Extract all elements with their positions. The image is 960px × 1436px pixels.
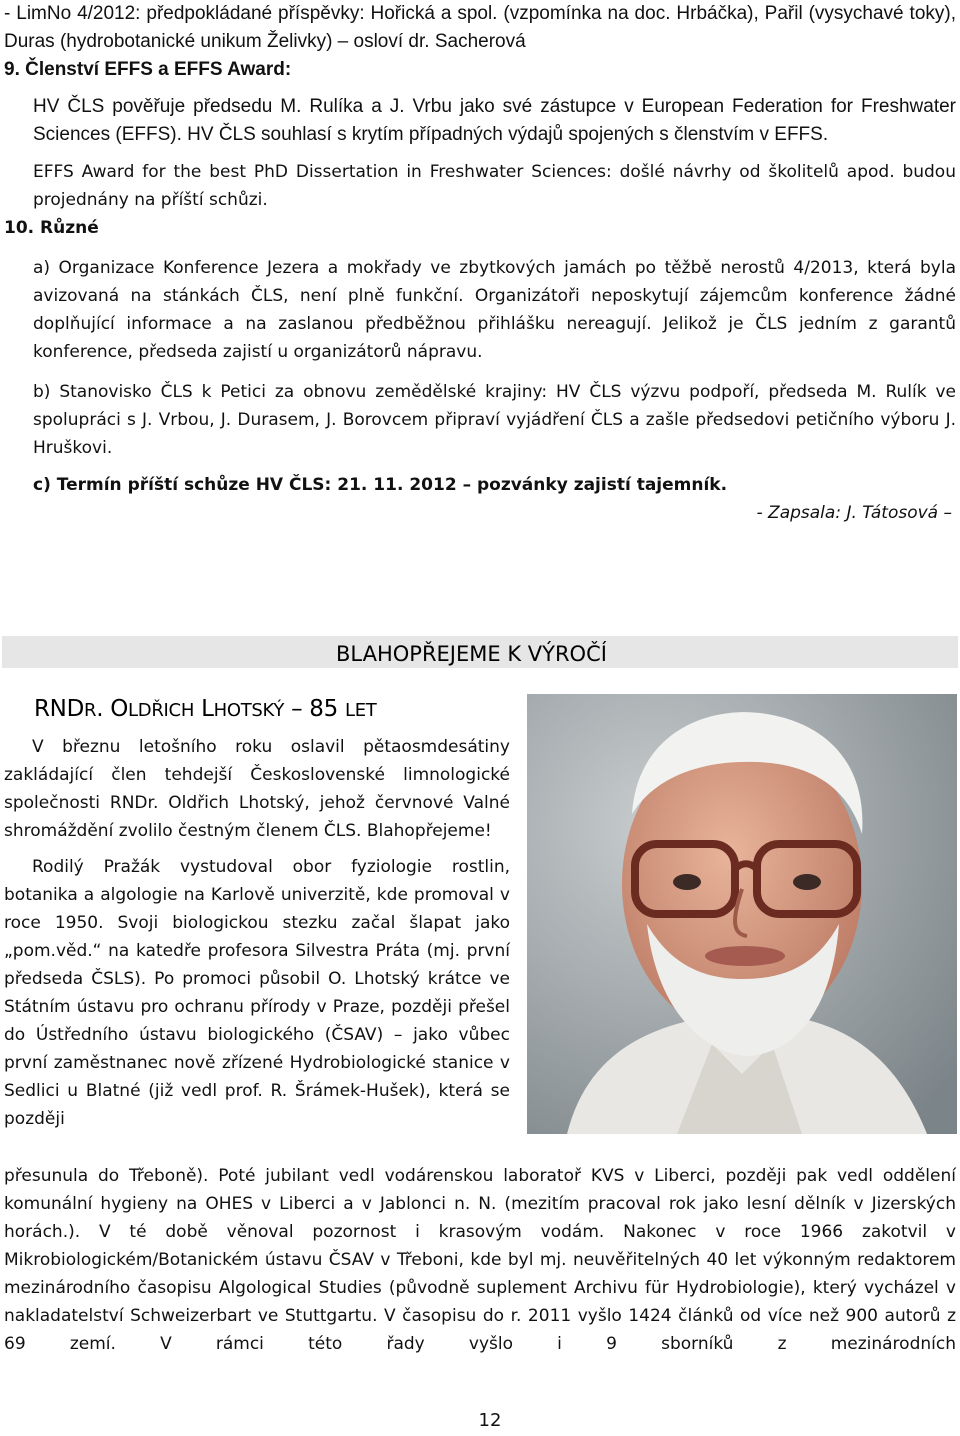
title-part: – 85 xyxy=(284,696,345,722)
portrait-photo xyxy=(527,694,957,1134)
article-continuation xyxy=(4,1162,956,1358)
article-paragraph-1: V březnu letošního roku oslavil pětaosmdesátiny zakládající člen tehdejší Československé limnologické společnosti RNDr. Oldřich Lhotský, jehož červnové Valné shromáždění zvolilo čestným členem ČLS. Blahopřejeme! xyxy=(4,737,510,841)
article-paragraph-2: Rodilý Pražák vystudoval obor fyziologie rostlin, botanika a algologie na Karlově univerzitě, kde promoval v roce 1950. Svoji biologickou stezku začal šlapat jako „pom.věd.“ na katedře profesora Silvestra Práta (mj. první předseda ČSLS). Po promoci působil O. Lhotský krátce ve Státním ústavu pro ochranu přírody v Praze, později přešel do Ústředního ústavu biologického (ČSAV) – jako vůbec první zaměstnanec nově zřízené Hydrobiologické stanice v Sedlici u Blatné (již vedl prof. R. Šrámek-Hušek), která se později xyxy=(4,857,510,1129)
item9-paragraph-2: EFFS Award for the best PhD Dissertation in Freshwater Sciences: došlé návrhy od školitelů apod. budou projednány na příští schůzi. xyxy=(33,162,956,210)
signature: - Zapsala: J. Tátosová – xyxy=(756,503,952,523)
item10-b: b) Stanovisko ČLS k Petici za obnovu zemědělské krajiny: HV ČLS výzvu podpoří, předseda M. Rulík ve spolupráci s J. Vrbou, J. Durasem, J. Borovcem připraví vyjádření ČLS a zašle předsedovi petičního výboru J. Hruškovi. xyxy=(33,382,956,458)
article-left-column xyxy=(4,733,510,1133)
item9-paragraph-1: HV ČLS pověřuje předsedu M. Rulíka a J. Vrbu jako své zástupce v European Federation for Freshwater Sciences (EFFS). HV ČLS souhlasí s krytím případných výdajů spojených s členstvím v EFFS. xyxy=(33,96,956,145)
title-part: RND xyxy=(34,696,84,722)
item10-a: a) Organizace Konference Jezera a mokřady ve zbytkových jamách po těžbě nerostů 4/2013, která byla avizovaná na stánkách ČLS, není plně funkční. Organizátoři neposkytují zájemcům konference žádné doplňující informace a na zaslanou předběžnou přihlášku nereagují. Jelikož je ČLS jedním z garantů konference, předseda zajistí u organizátorů nápravu. xyxy=(33,258,956,362)
minutes-section xyxy=(4,0,956,527)
title-part: R xyxy=(84,700,97,721)
title-part: LDŘICH xyxy=(128,700,195,721)
section-banner-title: BLAHOPŘEJEME K VÝROČÍ xyxy=(336,642,607,666)
title-part: L xyxy=(194,696,214,722)
title-part: . O xyxy=(96,696,129,722)
article-paragraph-3: přesunula do Třeboně). Poté jubilant vedl vodárenskou laboratoř KVS v Liberci, později pak vedl oddělení komunální hygieny na OHES v Liberci a v Jablonci n. N. (mezitím pracoval rok jako lesní dělník v Jizerských horách.). V té době věnoval pozornost i krasovým vodám. Nakonec v roce 1966 zakotvil v Mikrobiologickém/Botanickém ústavu ČSAV v Třeboni, kde byl mj. neuvěřitelných 40 let výkonným redaktorem mezinárodního časopisu Algological Studies (původně suplement Archivu für Hydrobiologie), který vycházel v nakladatelství Schweizerbart ve Stuttgartu. V časopisu do r. 2011 vyšlo 1424 článků od více než 900 autorů z 69 zemí. V rámci této řady vyšlo i 9 sborníků z mezinárodních xyxy=(4,1166,956,1354)
title-part: LET xyxy=(344,700,377,721)
item10-heading: 10. Různé xyxy=(4,218,99,238)
portrait-illustration xyxy=(527,694,957,1134)
item10-c: c) Termín příští schůze HV ČLS: 21. 11. 2012 – pozvánky zajistí tajemník. xyxy=(33,475,728,495)
article-title xyxy=(34,694,376,726)
limno-line: - LimNo 4/2012: předpokládané příspěvky: Hořická a spol. (vzpomínka na doc. Hrbáčka), Pařil (vysychavé toky), Duras (hydrobotanické unikum Želivky) – osloví dr. Sacherová xyxy=(4,3,956,52)
item9-heading: 9. Členství EFFS a EFFS Award: xyxy=(4,59,292,80)
page-number: 12 xyxy=(478,1410,502,1431)
title-part: HOTSKÝ xyxy=(213,700,285,721)
